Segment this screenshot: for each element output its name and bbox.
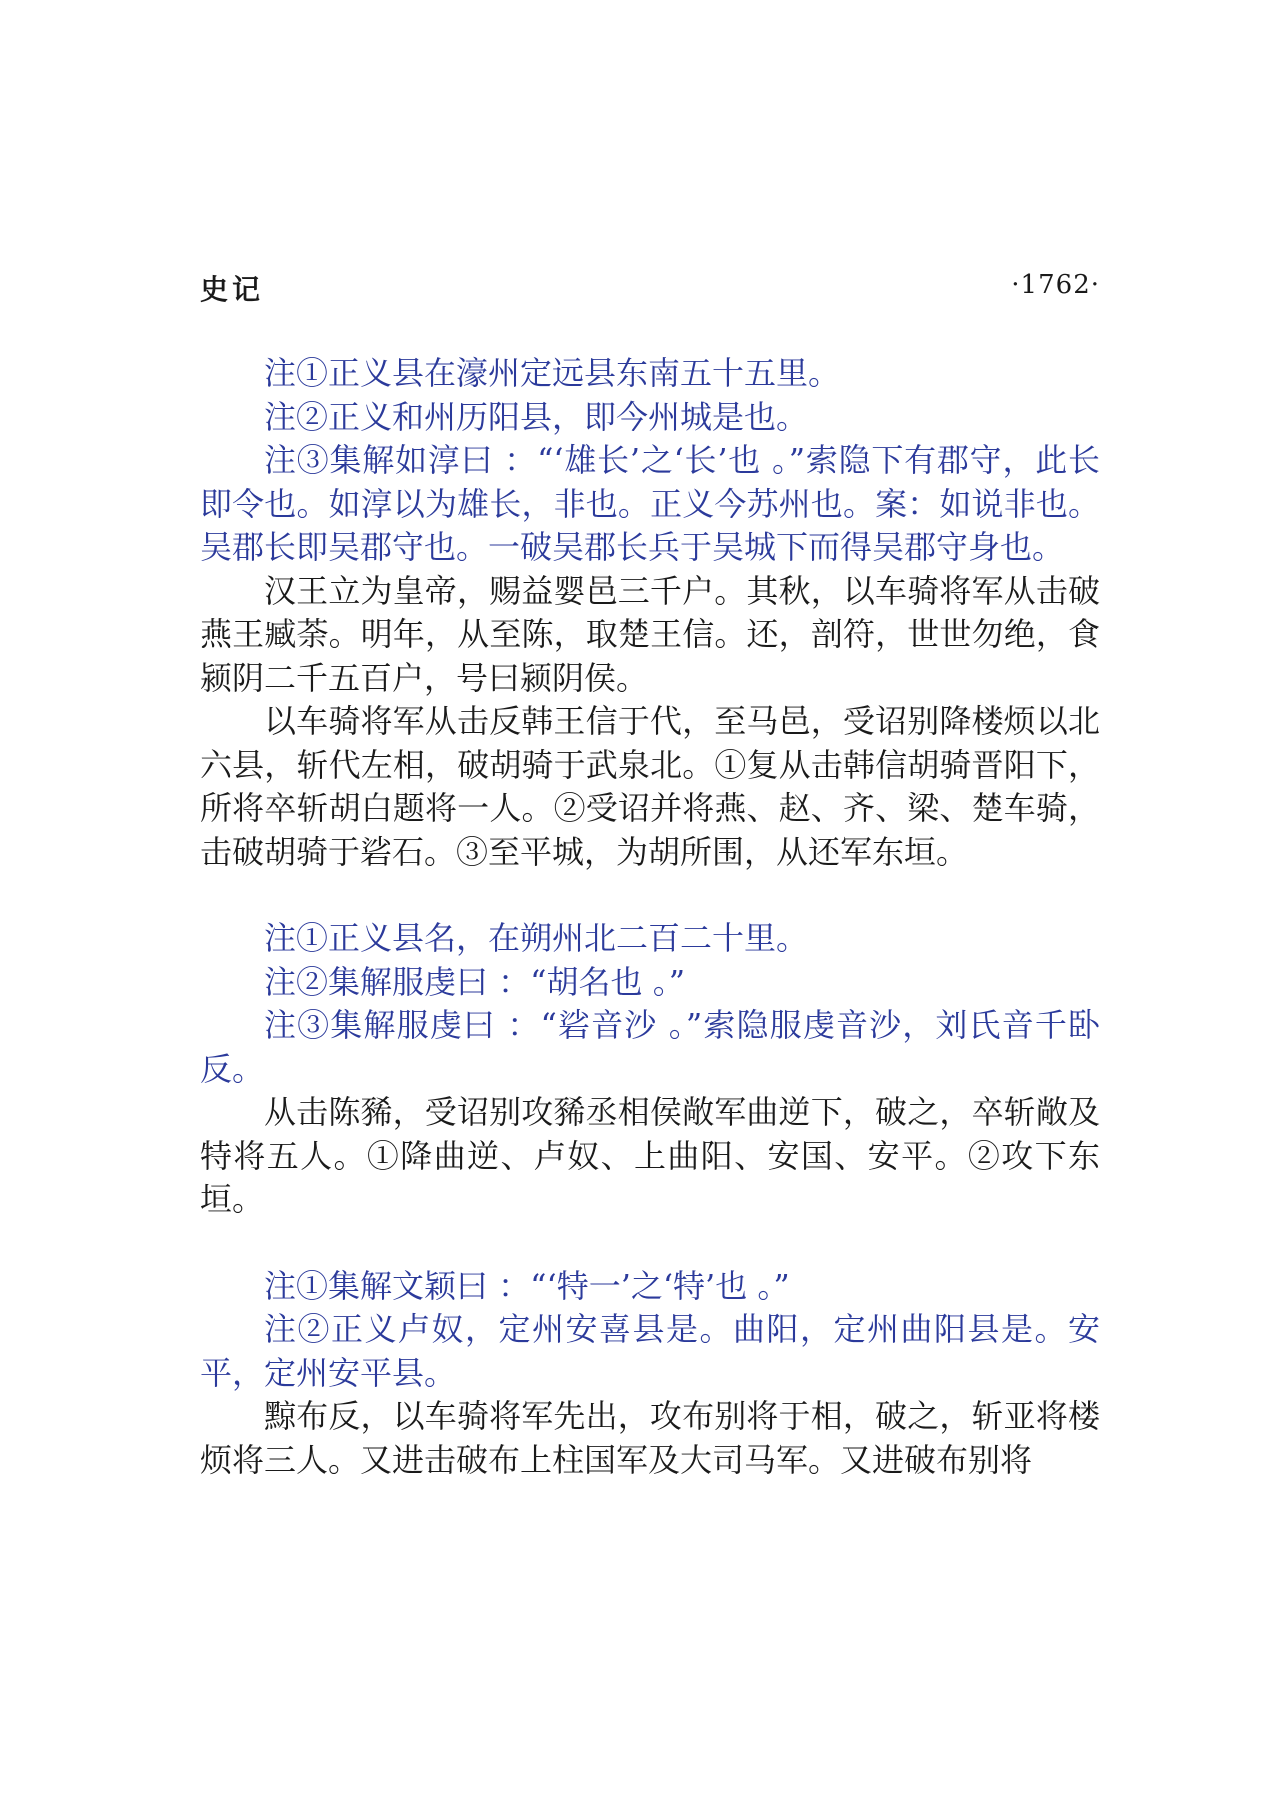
book-title: 史记 bbox=[200, 273, 265, 306]
annotation-note: 注③集解服虔曰 ：“硰音沙 。”索隐服虔音沙，刘氏音千卧反。 bbox=[200, 1006, 1100, 1088]
annotation-note: 注②正义卢奴，定州安喜县是。曲阳，定州曲阳县是。安平，定州安平县。 bbox=[200, 1310, 1100, 1392]
page-body bbox=[200, 352, 1100, 1482]
body-paragraph: 从击陈豨，受诏别攻豨丞相侯敞军曲逆下，破之，卒斩敞及特将五人。①降曲逆、卢奴、上曲阳、安国、安平。②攻下东垣。 bbox=[200, 1093, 1100, 1218]
body-paragraph: 黥布反，以车骑将军先出，攻布别将于相，破之，斩亚将楼烦将三人。又进击破布上柱国军及大司马军。又进破布别将 bbox=[200, 1397, 1100, 1479]
annotation-note: 注①集解文颖曰 ：“‘特一’之‘特’也 。” bbox=[264, 1266, 790, 1305]
body-paragraph: 汉王立为皇帝，赐益婴邑三千户。其秋，以车骑将军从击破燕王臧荼。明年，从至陈，取楚王信。还，剖符，世世勿绝，食颍阴二千五百户，号曰颍阴侯。 bbox=[200, 571, 1100, 697]
paragraph-spacer bbox=[200, 874, 1100, 917]
body-paragraph: 以车骑将军从击反韩王信于代，至马邑，受诏别降楼烦以北六县，斩代左相，破胡骑于武泉北。①复从击韩信胡骑晋阳下，所将卒斩胡白题将一人。②受诏并将燕、赵、齐、梁、楚车骑，击破胡骑于硰石。③至平城，为胡所围，从还军东垣。 bbox=[200, 702, 1100, 871]
annotation-note: 注①正义县名，在朔州北二百二十里。 bbox=[264, 919, 809, 957]
annotation-note: 注③集解如淳曰 ：“‘雄长’之‘长’也 。”索隐下有郡守，此长即令也。如淳以为雄长，非也。正义今苏州也。案：如说非也。吴郡长即吴郡守也。一破吴郡长兵于吴城下而得吴郡守身也。 bbox=[200, 441, 1100, 566]
paragraph-spacer bbox=[200, 1222, 1100, 1265]
annotation-note: 注②集解服虔曰 ：“胡名也 。” bbox=[264, 962, 686, 1001]
page-number: ·1762· bbox=[1011, 270, 1100, 300]
annotation-note: 注①正义县在濠州定远县东南五十五里。 bbox=[264, 354, 841, 392]
annotation-note: 注②正义和州历阳县，即今州城是也。 bbox=[264, 397, 809, 436]
page-header bbox=[200, 268, 1100, 312]
